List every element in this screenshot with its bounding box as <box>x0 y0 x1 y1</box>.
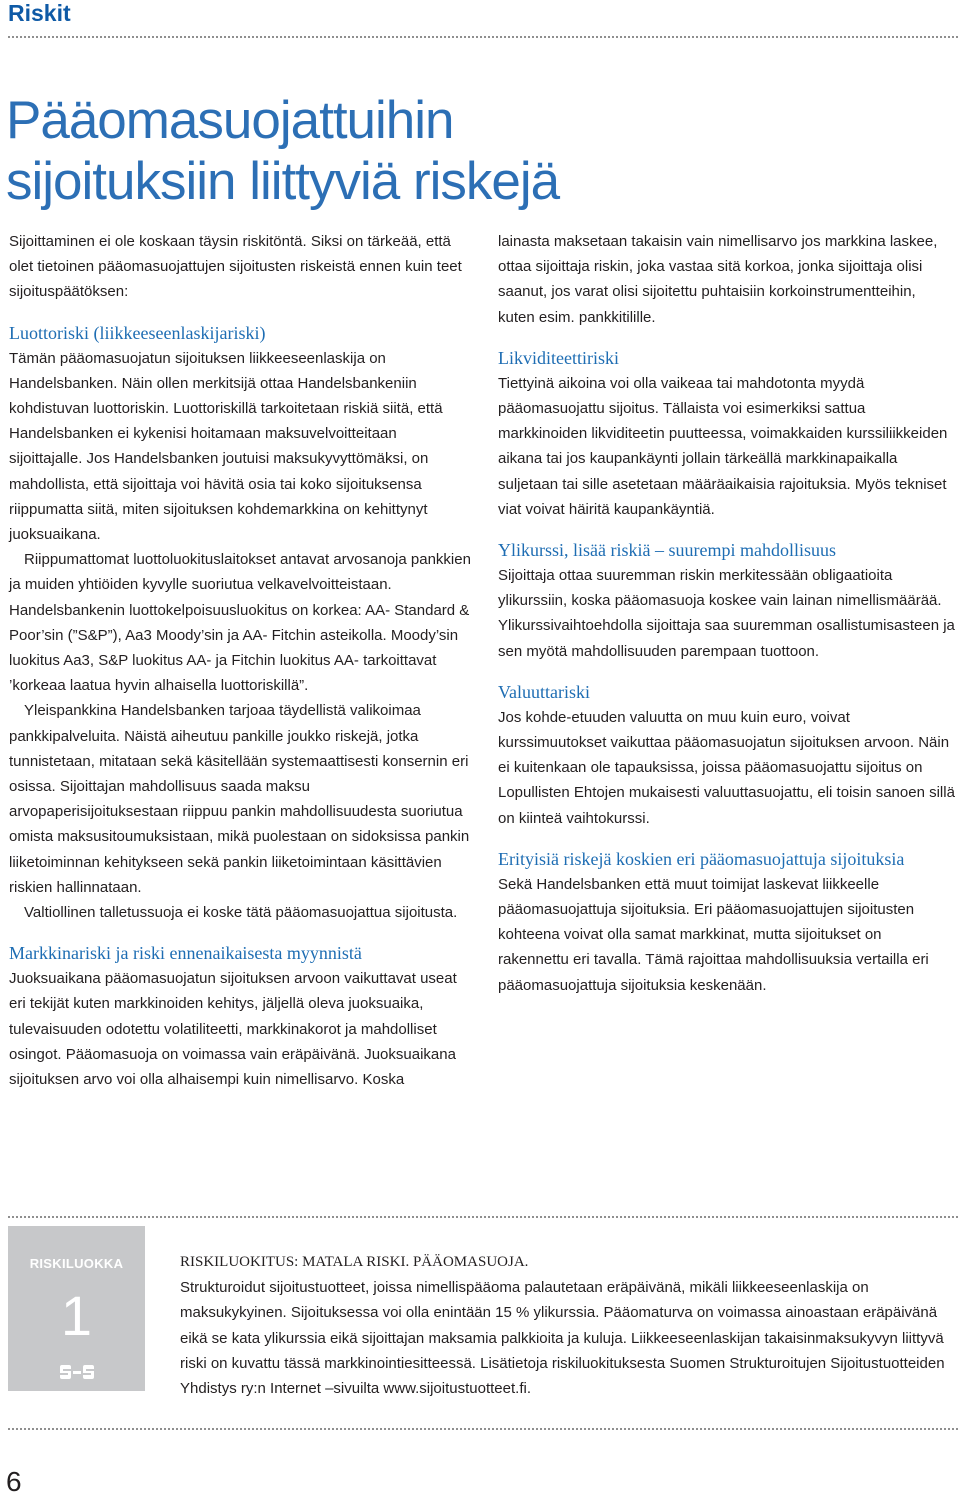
risk-class-label: RISKILUOKKA <box>29 1256 124 1271</box>
market-risk-heading: Markkinariski ja riski ennenaikaisesta myynnistä <box>9 943 362 964</box>
top-divider <box>8 36 958 38</box>
premium-risk-paragraph: Sijoittaja ottaa suuremman riskin merkitessään obligaatioita ylikurssiin, koska pääomasuoja koskee vain lainan nimellismäärää. Ylikurssivaihtoehdolla sijoittaja saa suuremman osallistumisasteen ja sen myötä mahdollisuuden parempaan tuottoon. <box>498 567 955 660</box>
intro-paragraph: Sijoittaminen ei ole koskaan täysin riskitöntä. Siksi on tärkeää, että olet tietoinen pääomasuojattujen sijoitusten riskeistä ennen kuin teet sijoituspäätöksen: <box>9 233 462 301</box>
left-column <box>9 229 471 1092</box>
page-title-line-2: sijoituksiin liittyviä riskejä <box>6 151 560 211</box>
risk-class-number: 1 <box>60 1284 93 1347</box>
currency-risk-heading: Valuuttariski <box>498 681 590 702</box>
risk-class-badge <box>8 1226 145 1391</box>
right-column <box>498 229 955 998</box>
risk-class-description <box>180 1250 958 1401</box>
page-number: 6 <box>6 1466 22 1497</box>
page-title-line-1: Pääomasuojattuihin <box>6 90 454 150</box>
risk-class-top-divider <box>8 1216 958 1218</box>
risk-class-title: RISKILUOKITUS: MATALA RISKI. PÄÄOMASUOJA. <box>180 1254 529 1270</box>
risk-class-text: Strukturoidut sijoitustuotteet, joissa nimellispääoma palautetaan eräpäivänä, mikäli liikkeeseenlaskija on maksukykyinen. Sijoituksessa voi olla enintään 15 % ylikurssia. Pääomaturva on voimassa ainoastaan eräpäivänä eikä se kata ylikurssia eikä sijoittajan maksamia palkkioita ja kuluja. Liikkeeseenlaskijan takaisinmaksukyvyn liittyvä riski on kuvattu tässä markkinointiesitteessä. Lisätietoja riskiluokituksesta Suomen Strukturoitujen Sijoitustuotteiden Yhdistys ry:n Internet –sivuilta www.sijoitustuotteet.fi. <box>180 1279 945 1398</box>
special-risk-paragraph: Sekä Handelsbanken että muut toimijat laskevat liikkeelle pääomasuojattuja sijoituksia. Eri pääomasuojattujen sijoitusten kohteena voivat olla samat markkinat, mutta sijoitukset on rakennettu eri tavalla. Tämä rajoittaa mahdollisuuksia vertailla eri pääomasuojattuja sijoituksia keskenään. <box>498 875 929 994</box>
credit-risk-paragraph-4: Valtiollinen talletussuoja ei koske tätä pääomasuojattua sijoitusta. <box>24 904 458 922</box>
continued-paragraph: lainasta maksetaan takaisin vain nimellisarvo jos markkina laskee, ottaa sijoittaja riskin, joka vastaa sitä korkoa, jonka sijoittaja olisi saanut, jos varat olisi sijoitettu puhtaisiin korkoinstrumentteihin, kuten esim. pankkitilille. <box>498 233 938 326</box>
premium-risk-heading: Ylikurssi, lisää riskiä – suurempi mahdollisuus <box>498 540 836 561</box>
risk-class-bottom-divider <box>8 1428 958 1430</box>
special-risk-heading: Erityisiä riskejä koskien eri pääomasuojattuja sijoituksia <box>498 848 905 869</box>
liquidity-risk-heading: Likviditeettiriski <box>498 347 619 368</box>
currency-risk-paragraph: Jos kohde-etuuden valuutta on muu kuin euro, voivat kurssimuutokset vaikuttaa pääomasuojatun sijoituksen arvoon. Näin ei kuitenkaan ole tapauksissa, joissa pääomasuojattu sijoitus on Lopullisten Ehtojen mukaisesti valuuttasuojattu, eli toisin sanoen sillä on kiinteä vaihtokurssi. <box>498 708 955 827</box>
market-risk-paragraph: Juoksuaikana pääomasuojatun sijoituksen arvoon vaikuttavat useat eri tekijät kuten markkinoiden kehitys, jäljellä oleva juoksuaika, tulevaisuuden odotettu volatiliteetti, markkinakorot ja mahdolliset osingot. Pääomasuoja on voimassa vain eräpäivänä. Juoksuaikana sijoituksen arvo voi olla alhaisempi kuin nimellisarvo. Koska <box>9 970 457 1089</box>
credit-risk-paragraph-1: Tämän pääomasuojatun sijoituksen liikkeeseenlaskija on Handelsbanken. Näin ollen merkitsijä ottaa Handelsbankeniin kohdistuvan luottoriskin. Luottoriskillä tarkoitetaan riskiä siitä, että Handelsbanken ei kykenisi hoitamaan maksuvelvoitteitaan sijoittajalle. Jos Handelsbanken joutuisi maksukyvyttömäksi, on mahdollista, että sijoittaja voi hävitä osia tai koko sijoituksensa riippumatta siitä, miten sijoituksen kohdemarkkina on kehittynyt juoksuaikana. <box>9 349 443 544</box>
liquidity-risk-paragraph: Tiettyinä aikoina voi olla vaikeaa tai mahdotonta myydä pääomasuojattu sijoitus. Tällaista voi esimerkiksi sattua markkinoiden likviditeetin puutteessa, voimakkaiden kurssiliikkeiden aikana tai jos kaupankäynti jollain tärkeällä markkinapaikalla suljetaan tai sille asetetaan määräaikaisia rajoituksia. Myös tekniset viat voivat häiritä kaupankäyntiä. <box>498 374 948 518</box>
page-title <box>6 90 906 212</box>
credit-risk-paragraph-3: Yleispankkina Handelsbanken tarjoaa täydellistä valikoimaa pankkipalveluita. Näistä aiheutuu pankille joukko riskejä, jotka tunnistetaan, mitataan sekä käsitellään systemaattisesti konsernin eri osissa. Sijoittajan mahdollisuus saada maksu arvopaperisijoituksestaan riippuu pankin mahdollisuudesta suoriutua omista maksusitoumuksistaan, mikä puolestaan on sidoksissa pankin liiketoiminnan kehitykseen sekä pankin liiketoimintaan käsittävien riskien hallinnataan. <box>9 702 470 896</box>
ssy-logo-icon <box>60 1362 94 1382</box>
credit-risk-paragraph-2: Riippumattomat luottoluokituslaitokset antavat arvosanoja pankkien ja muiden yhtiöiden kyvylle suoriutua velkavelvoitteistaan. Handelsbankenin luottokelpoisuusluokitus on korkea: AA- Standard & Poor’sin (”S&P”), Aa3 Moody’sin ja AA- Fitchin asteikolla. Moody’sin luokitus Aa3, S&P luokitus AA- ja Fitchin luokitus AA- tarkoittavat ’korkeaa laatua hyvin alhaisella luottoriskillä”. <box>9 551 471 695</box>
section-label: Riskit <box>8 0 71 26</box>
credit-risk-heading: Luottoriski (liikkeeseenlaskijariski) <box>9 322 266 343</box>
